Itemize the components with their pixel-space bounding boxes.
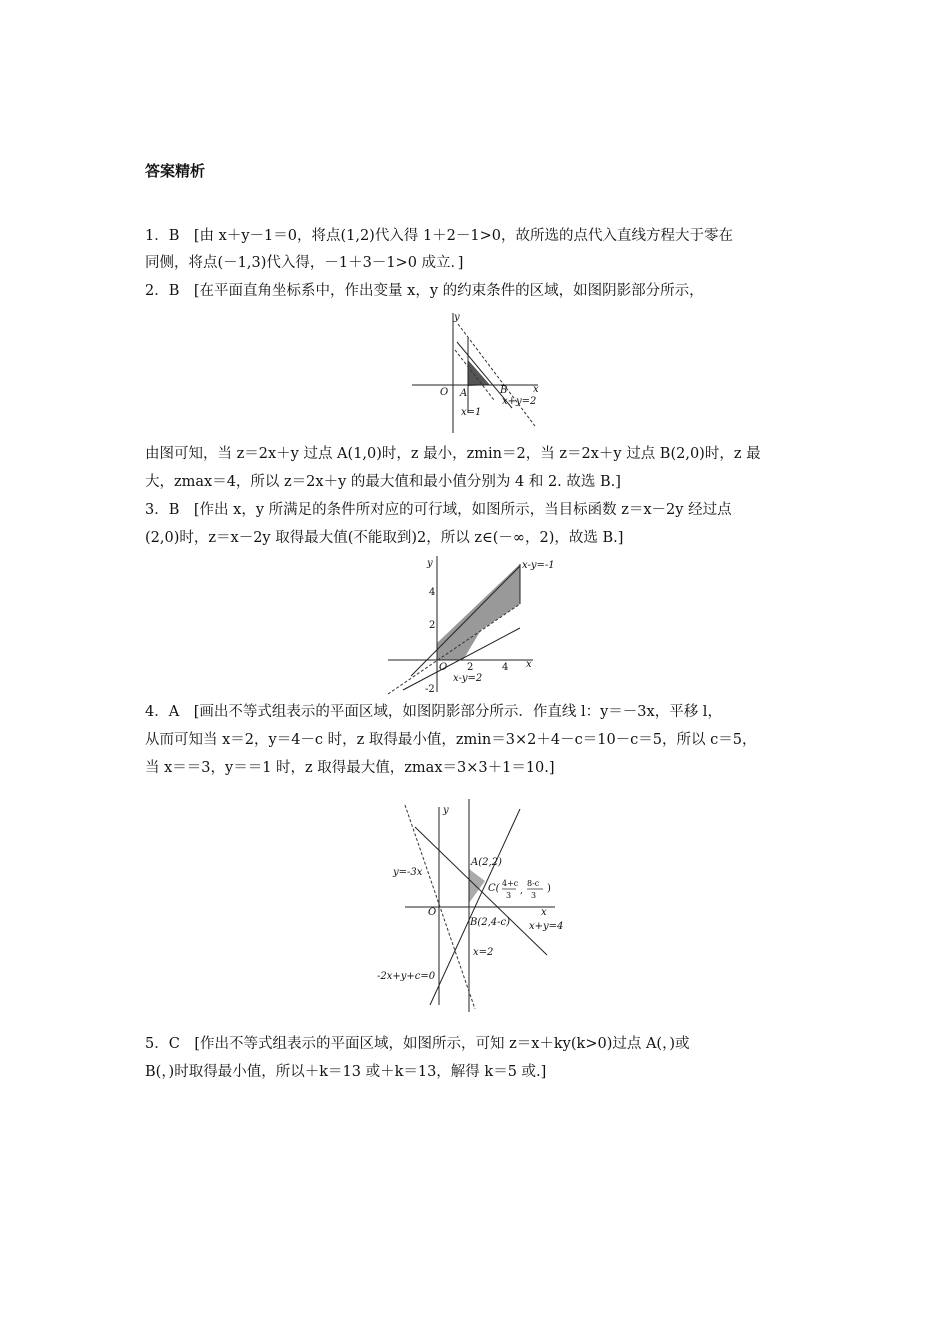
comma: ,: [520, 886, 523, 896]
point-b-label: B: [500, 385, 508, 396]
answer-3-line-2: (2,0)时，z＝x－2y 取得最大值(不能取到)2，所以 z∈(－∞，2)，故选 B.]: [145, 530, 624, 546]
answer-2-line-2: 由图可知，当 z＝2x＋y 过点 A(1,0)时，z 最小，zmin＝2，当 z＝2x＋y 过点 B(2,0)时，z 最: [145, 446, 761, 462]
point-c-y-den: 3: [531, 891, 537, 900]
point-c-label: C(: [488, 883, 500, 894]
label-x-plus-y-4: x+y=4: [529, 921, 564, 932]
feasible-region-shade: [469, 869, 485, 903]
y-axis-label: y: [454, 312, 460, 323]
feasible-region-shade: [468, 360, 490, 386]
answer-2-line-3: 大，zmax＝4，所以 z＝2x＋y 的最大值和最小值分别为 4 和 2. 故选 B.]: [145, 474, 621, 490]
x-axis-label: x: [533, 384, 539, 395]
y-axis-label: y: [443, 805, 449, 816]
y-axis-label: y: [427, 558, 433, 569]
answer-1-line-1: 1．B [由 x＋y－1＝0，将点(1,2)代入得 1＋2－1>0，故所选的点代入直线方程大于零在: [145, 228, 733, 244]
x-tick-2: 2: [467, 662, 474, 673]
figure-1: [410, 308, 545, 438]
figure-2: [383, 552, 563, 697]
label-neg2x-y-c: -2x+y+c=0: [377, 971, 436, 982]
x-tick-4: 4: [502, 662, 509, 673]
y-tick-4: 4: [429, 587, 436, 598]
answer-5-line-1: 5．C [作出不等式组表示的平面区域，如图所示，可知 z＝x＋ky(k>0)过点 A(，)或: [145, 1036, 690, 1052]
answer-1-line-2: 同侧，将点(－1,3)代入得，－1＋3－1>0 成立．]: [145, 255, 464, 271]
point-a-label: A: [460, 388, 468, 399]
answer-5-line-2: B(，)时取得最小值，所以＋k＝13 或＋k＝13，解得 k＝5 或.]: [145, 1064, 547, 1080]
label-x-minus-y-2: x-y=2: [453, 673, 483, 684]
answer-4-line-3: 当 x＝＝3，y＝＝1 时，z 取得最大值，zmax＝3×3＋1＝10.]: [145, 760, 555, 776]
origin-label: O: [439, 662, 448, 673]
figure-3: [375, 797, 575, 1017]
answer-2-line-1: 2．B [在平面直角坐标系中，作出变量 x，y 的约束条件的区域，如图阴影部分所示，: [145, 283, 704, 299]
page-title: 答案精析: [145, 162, 206, 180]
x-axis-label: x: [541, 907, 547, 918]
point-b-label: B(2,4-c): [470, 917, 511, 928]
label-x-plus-y-2: x+y=2: [502, 396, 537, 407]
y-tick-neg2: -2: [425, 684, 435, 695]
label-y-neg3x: y=-3x: [393, 867, 423, 878]
label-x-minus-y-neg1: x-y=-1: [522, 560, 555, 571]
answer-4-line-1: 4．A [画出不等式组表示的平面区域，如图阴影部分所示．作直线 l：y＝－3x，平移 l，: [145, 704, 722, 720]
answer-3-line-1: 3．B [作出 x，y 所满足的条件所对应的可行域，如图所示，当目标函数 z＝x－2y 经过点: [145, 502, 732, 518]
point-c-close: ): [547, 883, 551, 894]
answer-4-line-2: 从而可知当 x＝2，y＝4－c 时，z 取得最小值，zmin＝3×2＋4－c＝10－c＝5，所以 c＝5，: [145, 732, 757, 748]
label-x-equals-1: x=1: [461, 407, 482, 418]
point-c-x-den: 3: [506, 891, 512, 900]
point-a-label: A(2,2): [471, 857, 502, 868]
point-c-x-num: 4+c: [502, 879, 519, 888]
origin-label: O: [428, 907, 437, 918]
y-tick-2: 2: [429, 620, 436, 631]
label-x-equals-2: x=2: [473, 947, 494, 958]
point-c-y-num: 8-c: [527, 879, 540, 888]
x-axis-label: x: [526, 659, 532, 670]
origin-label: O: [440, 387, 449, 398]
